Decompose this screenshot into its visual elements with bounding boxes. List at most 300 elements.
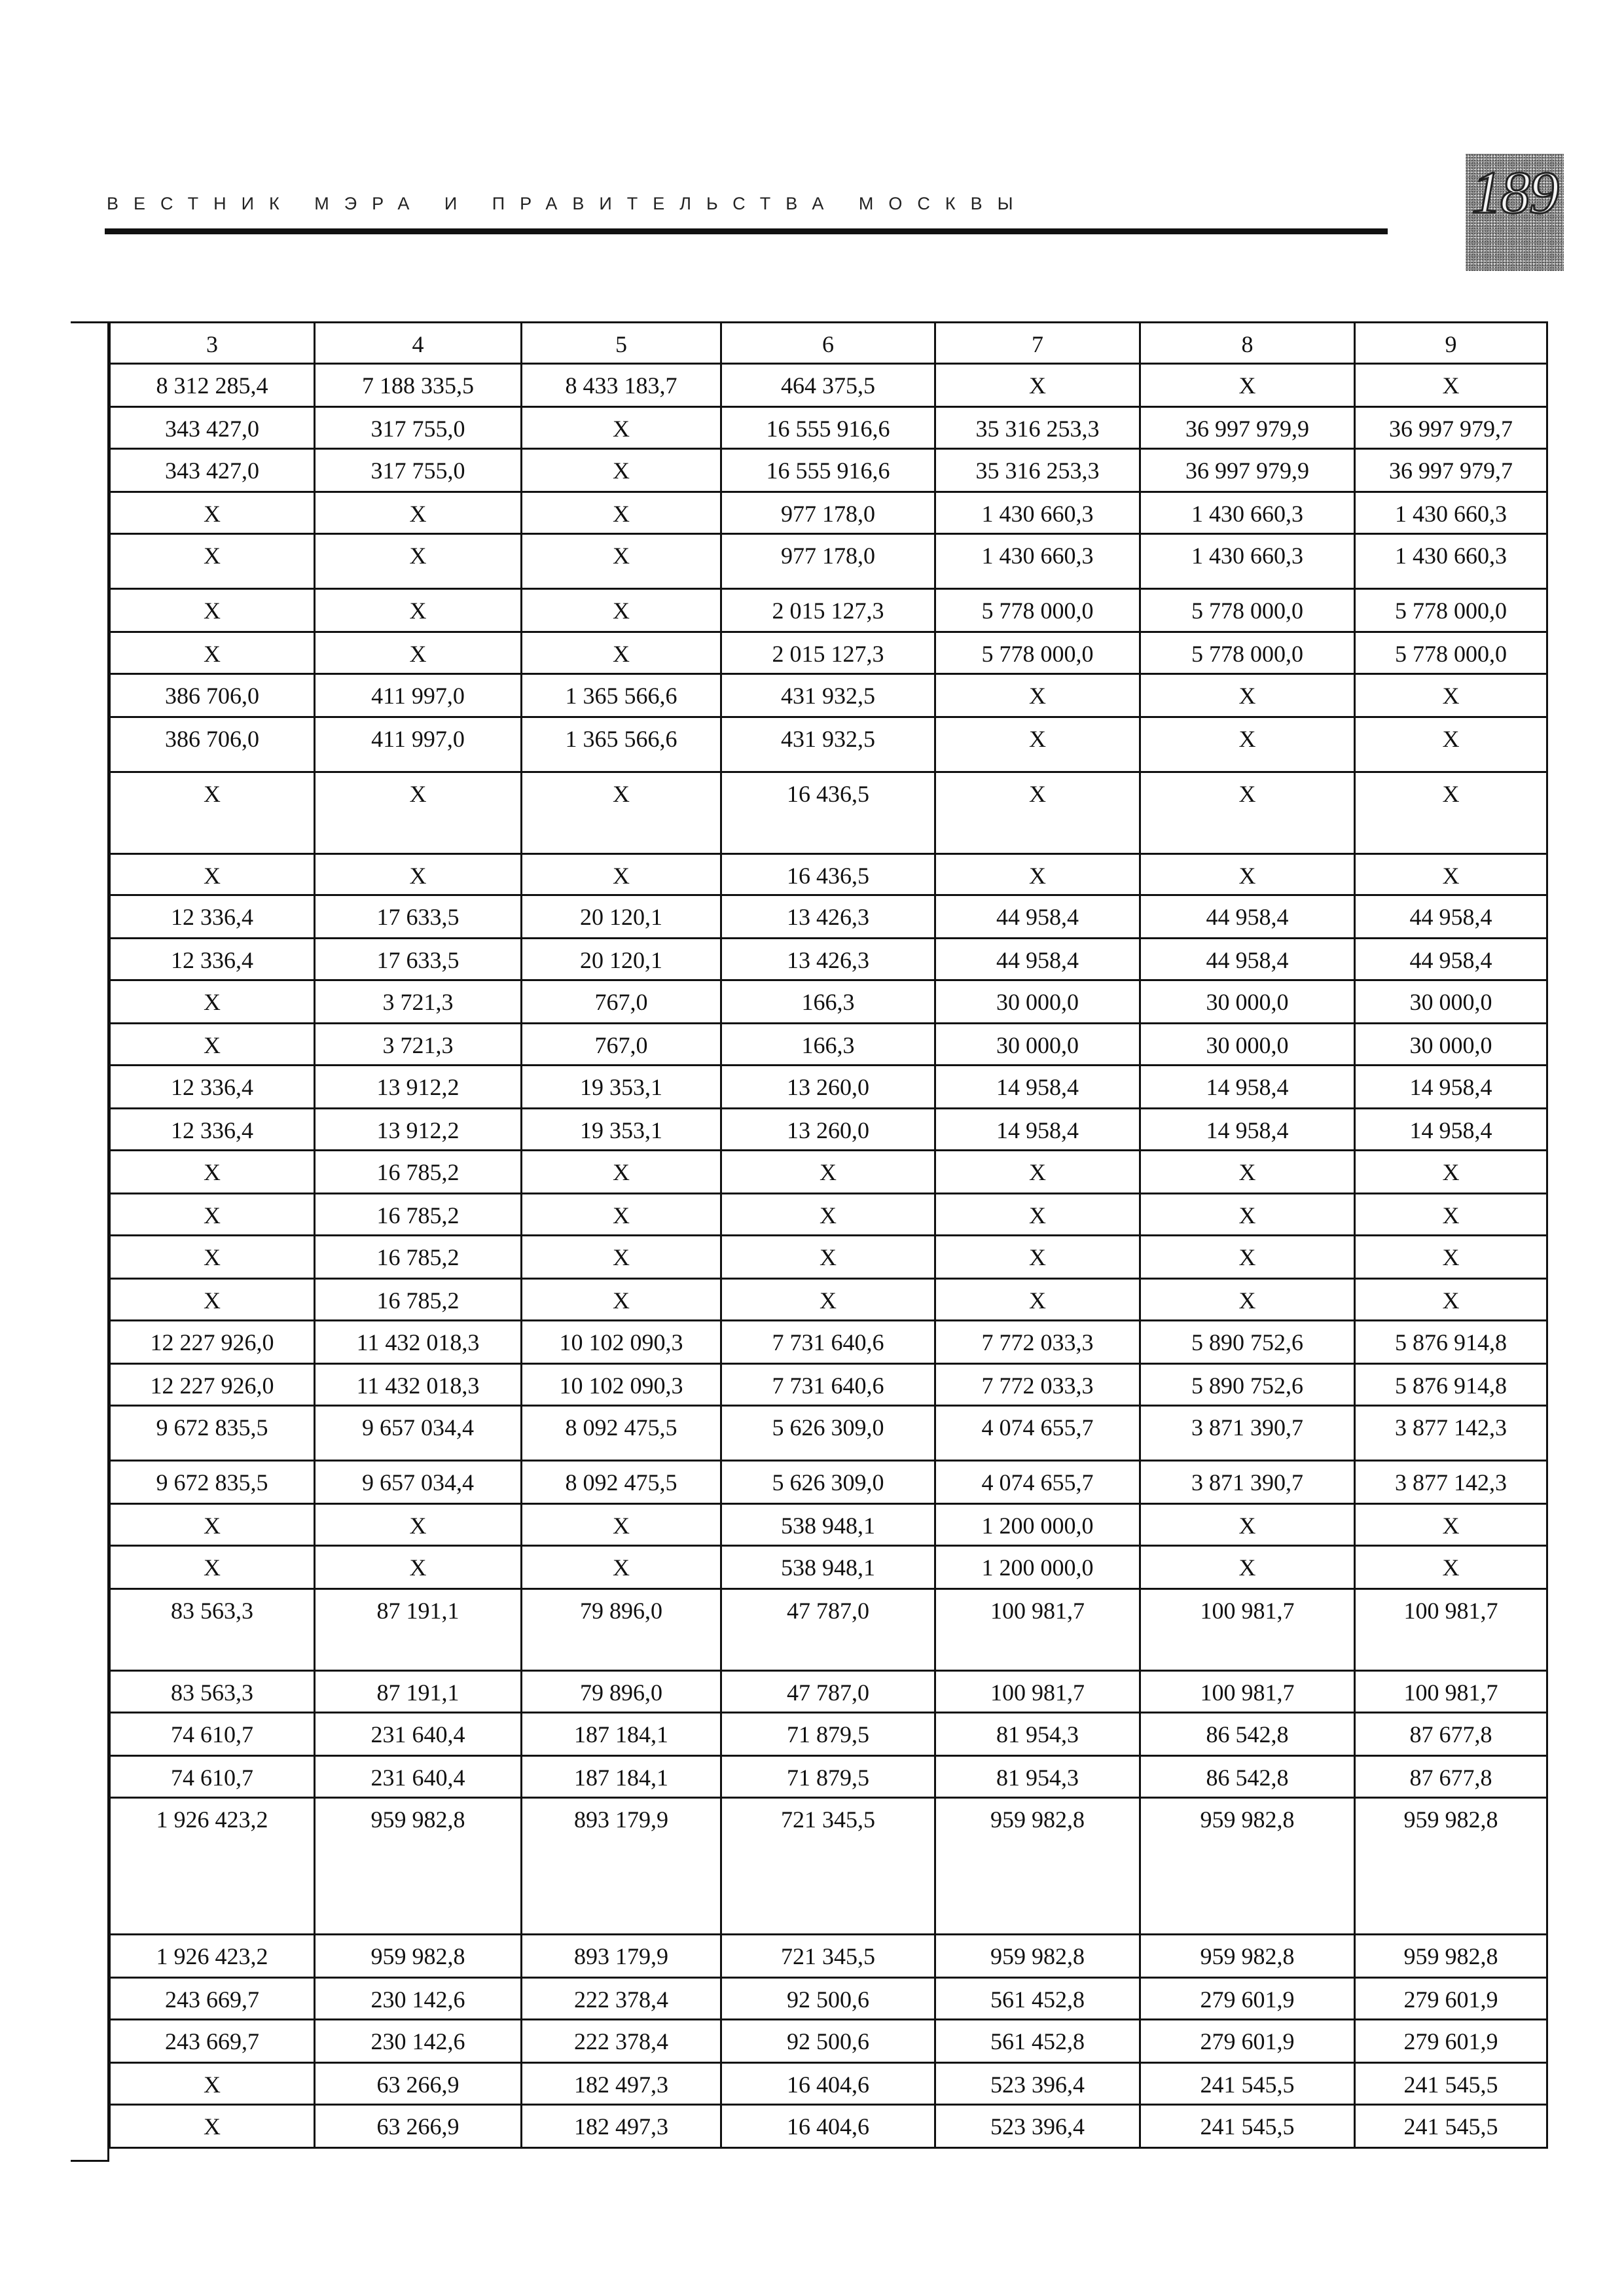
table-cell: 63 266,9	[315, 2105, 522, 2148]
table-cell: 17 633,5	[315, 895, 522, 939]
table-row	[110, 1194, 1547, 1236]
table-cell: 44 958,4	[1140, 895, 1355, 939]
table-cell: 5 778 000,0	[1140, 632, 1355, 674]
table-row	[110, 589, 1547, 632]
table-cell: X	[315, 1546, 522, 1589]
table-cell: 1 926 423,2	[110, 1798, 315, 1935]
table-cell: 44 958,4	[1355, 939, 1547, 980]
page-number: 189	[1471, 159, 1558, 226]
table-cell: 36 997 979,7	[1355, 407, 1547, 449]
table-cell: X	[110, 589, 315, 632]
table-cell: 13 912,2	[315, 1109, 522, 1151]
table-cell: 243 669,7	[110, 2020, 315, 2063]
table-cell: 13 426,3	[721, 939, 935, 980]
table-row	[110, 1364, 1547, 1406]
table-cell: 7 188 335,5	[315, 364, 522, 407]
table-cell: 5 626 309,0	[721, 1461, 935, 1504]
table-row	[110, 980, 1547, 1024]
table-cell: 959 982,8	[935, 1935, 1140, 1978]
table-cell: 5 778 000,0	[935, 589, 1140, 632]
table-cell: 8 312 285,4	[110, 364, 315, 407]
table-cell: X	[1140, 1236, 1355, 1279]
table-cell: X	[522, 854, 721, 895]
table-cell: X	[1355, 772, 1547, 854]
table-cell: X	[1140, 772, 1355, 854]
table-row	[110, 2063, 1547, 2105]
table-row	[110, 1546, 1547, 1589]
table-cell: 977 178,0	[721, 492, 935, 534]
table-cell: 47 787,0	[721, 1589, 935, 1671]
table-cell: X	[721, 1194, 935, 1236]
table-cell: 2 015 127,3	[721, 589, 935, 632]
column-header: 7	[935, 323, 1140, 364]
table-cell: 893 179,9	[522, 1798, 721, 1935]
column-header: 4	[315, 323, 522, 364]
table-cell: 16 404,6	[721, 2063, 935, 2105]
page-number-badge	[1466, 154, 1564, 271]
table-cell: 16 785,2	[315, 1151, 522, 1194]
table-cell: X	[1140, 1279, 1355, 1321]
table-cell: 30 000,0	[1355, 1024, 1547, 1066]
table-cell: 222 378,4	[522, 2020, 721, 2063]
table-cell: 230 142,6	[315, 2020, 522, 2063]
table-cell: 411 997,0	[315, 717, 522, 772]
table-cell: 187 184,1	[522, 1756, 721, 1798]
table-cell: 343 427,0	[110, 407, 315, 449]
table-cell: 3 721,3	[315, 980, 522, 1024]
table-cell: X	[1140, 1546, 1355, 1589]
table-cell: 767,0	[522, 1024, 721, 1066]
table-cell: X	[522, 1194, 721, 1236]
table-cell: 411 997,0	[315, 674, 522, 717]
table-cell: X	[315, 632, 522, 674]
table-cell: X	[1355, 1194, 1547, 1236]
table-row	[110, 1236, 1547, 1279]
table-cell: 14 958,4	[935, 1109, 1140, 1151]
table-cell: 241 545,5	[1140, 2105, 1355, 2148]
table-cell: 959 982,8	[935, 1798, 1140, 1935]
table-cell: 14 958,4	[935, 1066, 1140, 1109]
table-cell: 36 997 979,9	[1140, 449, 1355, 492]
table-cell: 87 191,1	[315, 1589, 522, 1671]
table-cell: X	[1355, 1279, 1547, 1321]
table-cell: 3 871 390,7	[1140, 1461, 1355, 1504]
data-table	[109, 321, 1548, 2149]
table-cell: X	[1140, 854, 1355, 895]
table-cell: 81 954,3	[935, 1756, 1140, 1798]
table-cell: 959 982,8	[1355, 1798, 1547, 1935]
table-row	[110, 1461, 1547, 1504]
column-header: 3	[110, 323, 315, 364]
table-cell: 100 981,7	[1140, 1589, 1355, 1671]
table-row	[110, 939, 1547, 980]
table-cell: 1 430 660,3	[935, 492, 1140, 534]
table-cell: 166,3	[721, 1024, 935, 1066]
column-header: 9	[1355, 323, 1547, 364]
table-cell: 1 365 566,6	[522, 717, 721, 772]
table-cell: 87 677,8	[1355, 1756, 1547, 1798]
table-cell: X	[935, 1236, 1140, 1279]
table-cell: 16 785,2	[315, 1279, 522, 1321]
table-row	[110, 854, 1547, 895]
table-cell: X	[1355, 1504, 1547, 1546]
table-cell: X	[522, 1504, 721, 1546]
table-cell: X	[522, 407, 721, 449]
table-cell: 19 353,1	[522, 1066, 721, 1109]
table-cell: 83 563,3	[110, 1671, 315, 1713]
table-row	[110, 1935, 1547, 1978]
table-cell: 9 657 034,4	[315, 1406, 522, 1461]
table-cell: 86 542,8	[1140, 1713, 1355, 1756]
table-cell: X	[935, 717, 1140, 772]
table-cell: X	[522, 632, 721, 674]
table-cell: 100 981,7	[935, 1589, 1140, 1671]
table-cell: X	[1140, 717, 1355, 772]
table-cell: 47 787,0	[721, 1671, 935, 1713]
journal-title: ВЕСТНИК МЭРА И ПРАВИТЕЛЬСТВА МОСКВЫ	[107, 194, 1028, 213]
table-cell: X	[110, 772, 315, 854]
table-cell: 231 640,4	[315, 1756, 522, 1798]
table-cell: 9 672 835,5	[110, 1461, 315, 1504]
table-cell: X	[110, 1151, 315, 1194]
table-cell: 182 497,3	[522, 2063, 721, 2105]
table-row	[110, 1756, 1547, 1798]
table-cell: 538 948,1	[721, 1546, 935, 1589]
table-cell: X	[522, 589, 721, 632]
table-cell: 279 601,9	[1140, 2020, 1355, 2063]
table-cell: 14 958,4	[1355, 1109, 1547, 1151]
table-cell: 44 958,4	[935, 939, 1140, 980]
table-cell: X	[315, 492, 522, 534]
table-cell: 7 731 640,6	[721, 1364, 935, 1406]
table-cell: 20 120,1	[522, 939, 721, 980]
table-row	[110, 1713, 1547, 1756]
table-row	[110, 1504, 1547, 1546]
table-cell: 243 669,7	[110, 1978, 315, 2020]
table-cell: 30 000,0	[1140, 980, 1355, 1024]
table-cell: X	[110, 2105, 315, 2148]
table-cell: 5 778 000,0	[1140, 589, 1355, 632]
table-cell: X	[1140, 1504, 1355, 1546]
table-cell: 959 982,8	[1140, 1935, 1355, 1978]
table-cell: 5 778 000,0	[1355, 589, 1547, 632]
table-cell: X	[315, 772, 522, 854]
table-cell: X	[1355, 854, 1547, 895]
table-cell: 16 555 916,6	[721, 449, 935, 492]
table-cell: 279 601,9	[1140, 1978, 1355, 2020]
table-cell: 241 545,5	[1355, 2105, 1547, 2148]
column-header: 5	[522, 323, 721, 364]
table-cell: X	[110, 1194, 315, 1236]
table-cell: 16 404,6	[721, 2105, 935, 2148]
table-cell: 36 997 979,7	[1355, 449, 1547, 492]
table-cell: X	[110, 2063, 315, 2105]
table-cell: X	[110, 1504, 315, 1546]
table-row	[110, 492, 1547, 534]
table-row	[110, 2105, 1547, 2148]
table-cell: 16 436,5	[721, 772, 935, 854]
table-cell: X	[110, 980, 315, 1024]
table-row	[110, 534, 1547, 589]
table-row	[110, 407, 1547, 449]
table-cell: 14 958,4	[1355, 1066, 1547, 1109]
table-cell: X	[935, 854, 1140, 895]
table-cell: 10 102 090,3	[522, 1321, 721, 1364]
table-cell: X	[1355, 717, 1547, 772]
table-cell: X	[522, 1546, 721, 1589]
table-cell: 36 997 979,9	[1140, 407, 1355, 449]
table-cell: 1 365 566,6	[522, 674, 721, 717]
table-body	[110, 323, 1547, 2148]
table-cell: X	[721, 1151, 935, 1194]
table-cell: 71 879,5	[721, 1713, 935, 1756]
table-cell: X	[522, 449, 721, 492]
table-cell: 13 912,2	[315, 1066, 522, 1109]
table-cell: 9 672 835,5	[110, 1406, 315, 1461]
table-cell: 14 958,4	[1140, 1109, 1355, 1151]
table-cell: X	[110, 1546, 315, 1589]
table-cell: 30 000,0	[935, 980, 1140, 1024]
table-cell: 3 721,3	[315, 1024, 522, 1066]
table-cell: 12 227 926,0	[110, 1321, 315, 1364]
table-cell: 35 316 253,3	[935, 449, 1140, 492]
column-header: 8	[1140, 323, 1355, 364]
table-row	[110, 674, 1547, 717]
table-cell: 8 092 475,5	[522, 1406, 721, 1461]
table-row	[110, 1321, 1547, 1364]
table-cell: 100 981,7	[1355, 1589, 1547, 1671]
table-cell: X	[935, 1279, 1140, 1321]
table-cell: 44 958,4	[935, 895, 1140, 939]
table-cell: 2 015 127,3	[721, 632, 935, 674]
table-cell: 1 430 660,3	[935, 534, 1140, 589]
table-cell: 4 074 655,7	[935, 1461, 1140, 1504]
table-cell: X	[1355, 1546, 1547, 1589]
table-cell: 182 497,3	[522, 2105, 721, 2148]
table-cell: 12 336,4	[110, 1109, 315, 1151]
table-cell: 959 982,8	[1355, 1935, 1547, 1978]
table-cell: 17 633,5	[315, 939, 522, 980]
left-stub-bottom	[71, 2160, 109, 2162]
table-row	[110, 364, 1547, 407]
table-cell: 7 731 640,6	[721, 1321, 935, 1364]
table-cell: X	[1140, 1151, 1355, 1194]
table-cell: X	[935, 1151, 1140, 1194]
table-row	[110, 1024, 1547, 1066]
table-cell: 81 954,3	[935, 1713, 1140, 1756]
table-cell: X	[110, 1024, 315, 1066]
table-cell: 721 345,5	[721, 1935, 935, 1978]
table-cell: 16 436,5	[721, 854, 935, 895]
table-cell: X	[1355, 1151, 1547, 1194]
table-row	[110, 1978, 1547, 2020]
table-cell: 959 982,8	[315, 1798, 522, 1935]
table-cell: X	[522, 1279, 721, 1321]
table-cell: X	[1355, 674, 1547, 717]
table-cell: 87 191,1	[315, 1671, 522, 1713]
table-header-row	[110, 323, 1547, 364]
table-cell: 20 120,1	[522, 895, 721, 939]
table-cell: X	[110, 1236, 315, 1279]
table-cell: 5 890 752,6	[1140, 1321, 1355, 1364]
table-cell: 10 102 090,3	[522, 1364, 721, 1406]
table-cell: 386 706,0	[110, 717, 315, 772]
table-row	[110, 1671, 1547, 1713]
table-cell: 12 227 926,0	[110, 1364, 315, 1406]
table-cell: X	[1355, 1236, 1547, 1279]
table-row	[110, 632, 1547, 674]
table-cell: 1 430 660,3	[1140, 492, 1355, 534]
table-cell: X	[110, 534, 315, 589]
table-cell: 343 427,0	[110, 449, 315, 492]
table-cell: 959 982,8	[315, 1935, 522, 1978]
table-cell: X	[110, 854, 315, 895]
table-cell: X	[315, 854, 522, 895]
table-cell: 1 430 660,3	[1140, 534, 1355, 589]
table-cell: X	[935, 674, 1140, 717]
table-cell: 35 316 253,3	[935, 407, 1140, 449]
table-cell: X	[522, 772, 721, 854]
table-cell: X	[1355, 364, 1547, 407]
table-cell: 30 000,0	[1140, 1024, 1355, 1066]
table-cell: X	[1140, 364, 1355, 407]
table-cell: X	[110, 492, 315, 534]
table-cell: X	[935, 1194, 1140, 1236]
table-cell: 187 184,1	[522, 1713, 721, 1756]
table-cell: 317 755,0	[315, 449, 522, 492]
table-row	[110, 1109, 1547, 1151]
table-cell: 7 772 033,3	[935, 1364, 1140, 1406]
table-cell: 959 982,8	[1140, 1798, 1355, 1935]
table-cell: 1 200 000,0	[935, 1504, 1140, 1546]
table-row	[110, 1589, 1547, 1671]
table-row	[110, 1151, 1547, 1194]
table-row	[110, 1066, 1547, 1109]
table-row	[110, 2020, 1547, 2063]
table-cell: 3 877 142,3	[1355, 1406, 1547, 1461]
table-cell: 523 396,4	[935, 2063, 1140, 2105]
table-cell: 12 336,4	[110, 939, 315, 980]
table-cell: 86 542,8	[1140, 1756, 1355, 1798]
table-cell: 92 500,6	[721, 1978, 935, 2020]
table-cell: 63 266,9	[315, 2063, 522, 2105]
table-cell: X	[721, 1236, 935, 1279]
table-cell: X	[522, 1236, 721, 1279]
table-cell: 12 336,4	[110, 1066, 315, 1109]
table-cell: 74 610,7	[110, 1713, 315, 1756]
table-cell: 561 452,8	[935, 2020, 1140, 2063]
table-row	[110, 895, 1547, 939]
table-cell: 87 677,8	[1355, 1713, 1547, 1756]
table-cell: X	[315, 534, 522, 589]
table-cell: 74 610,7	[110, 1756, 315, 1798]
table-row	[110, 1406, 1547, 1461]
table-cell: 431 932,5	[721, 674, 935, 717]
table-cell: 3 871 390,7	[1140, 1406, 1355, 1461]
table-cell: X	[935, 772, 1140, 854]
table-cell: 231 640,4	[315, 1713, 522, 1756]
table-cell: X	[315, 1504, 522, 1546]
table-cell: 13 260,0	[721, 1066, 935, 1109]
table-cell: 79 896,0	[522, 1589, 721, 1671]
table-cell: 279 601,9	[1355, 2020, 1547, 2063]
table-row	[110, 1798, 1547, 1935]
table-cell: 16 785,2	[315, 1194, 522, 1236]
table-cell: 11 432 018,3	[315, 1321, 522, 1364]
table-row	[110, 1279, 1547, 1321]
table-cell: 431 932,5	[721, 717, 935, 772]
table-cell: 1 200 000,0	[935, 1546, 1140, 1589]
table-cell: 13 260,0	[721, 1109, 935, 1151]
table-cell: 19 353,1	[522, 1109, 721, 1151]
table-cell: 16 785,2	[315, 1236, 522, 1279]
table-cell: X	[522, 1151, 721, 1194]
table-cell: X	[935, 364, 1140, 407]
table-cell: 5 876 914,8	[1355, 1321, 1547, 1364]
table-cell: 100 981,7	[1355, 1671, 1547, 1713]
table-cell: 30 000,0	[1355, 980, 1547, 1024]
table-cell: 977 178,0	[721, 534, 935, 589]
table-cell: 100 981,7	[935, 1671, 1140, 1713]
table-cell: 92 500,6	[721, 2020, 935, 2063]
table-cell: 1 430 660,3	[1355, 492, 1547, 534]
table-row	[110, 717, 1547, 772]
table-cell: X	[1140, 1194, 1355, 1236]
table-cell: 523 396,4	[935, 2105, 1140, 2148]
table-cell: 1 430 660,3	[1355, 534, 1547, 589]
table-row	[110, 772, 1547, 854]
table-cell: 241 545,5	[1355, 2063, 1547, 2105]
table-cell: 222 378,4	[522, 1978, 721, 2020]
table-cell: X	[315, 589, 522, 632]
table-cell: 44 958,4	[1355, 895, 1547, 939]
table-cell: 44 958,4	[1140, 939, 1355, 980]
table-cell: 16 555 916,6	[721, 407, 935, 449]
table-cell: 30 000,0	[935, 1024, 1140, 1066]
table-cell: 5 626 309,0	[721, 1406, 935, 1461]
table-cell: 721 345,5	[721, 1798, 935, 1935]
table-cell: X	[522, 492, 721, 534]
table-cell: X	[522, 534, 721, 589]
table-cell: 4 074 655,7	[935, 1406, 1140, 1461]
table-cell: 14 958,4	[1140, 1066, 1355, 1109]
table-cell: 8 092 475,5	[522, 1461, 721, 1504]
table-cell: 386 706,0	[110, 674, 315, 717]
table-cell: 166,3	[721, 980, 935, 1024]
table-row	[110, 449, 1547, 492]
table-cell: 279 601,9	[1355, 1978, 1547, 2020]
table-cell: 79 896,0	[522, 1671, 721, 1713]
table-cell: 9 657 034,4	[315, 1461, 522, 1504]
table-cell: 767,0	[522, 980, 721, 1024]
table-cell: X	[110, 1279, 315, 1321]
table-cell: 561 452,8	[935, 1978, 1140, 2020]
table-cell: 12 336,4	[110, 895, 315, 939]
table-cell: 5 778 000,0	[935, 632, 1140, 674]
table-cell: 317 755,0	[315, 407, 522, 449]
left-stub-top	[71, 321, 109, 323]
table-cell: 230 142,6	[315, 1978, 522, 2020]
table-cell: 7 772 033,3	[935, 1321, 1140, 1364]
table-cell: X	[721, 1279, 935, 1321]
table-cell: 100 981,7	[1140, 1671, 1355, 1713]
table-cell: 13 426,3	[721, 895, 935, 939]
header-rule	[105, 228, 1388, 234]
table-cell: 5 876 914,8	[1355, 1364, 1547, 1406]
table-cell: 11 432 018,3	[315, 1364, 522, 1406]
table-cell: 3 877 142,3	[1355, 1461, 1547, 1504]
table-cell: 538 948,1	[721, 1504, 935, 1546]
